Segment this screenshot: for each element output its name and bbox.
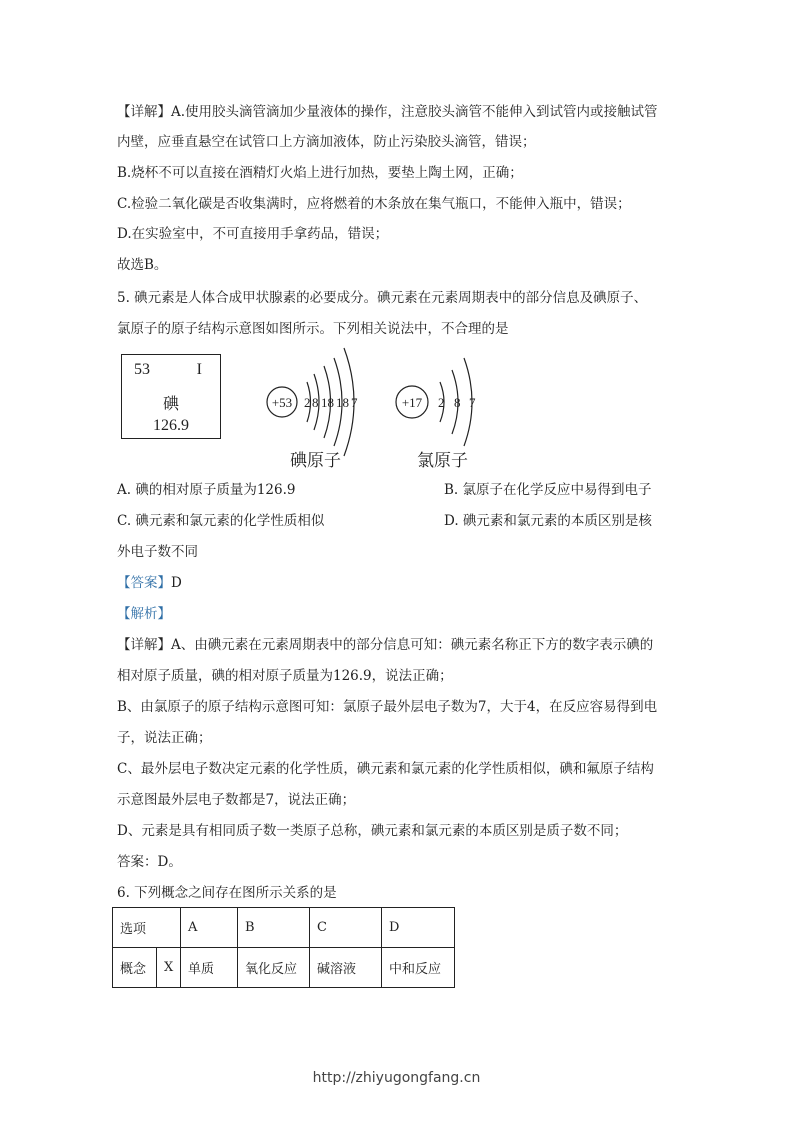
table-cell: C: [310, 908, 382, 948]
table-cell: 碱溶液: [310, 948, 382, 988]
option-b: B. 氯原子在化学反应中易得到电子: [444, 482, 652, 498]
analysis-line: 子，说法正确；: [117, 730, 212, 746]
option-c: C. 碘元素和氯元素的化学性质相似: [117, 513, 325, 529]
table-cell: 概念: [113, 948, 157, 988]
analysis-label: 【解析】: [117, 606, 171, 622]
text-line: 内壁，应垂直悬空在试管口上方滴加液体，防止污染胶头滴管，错误；: [117, 134, 536, 150]
analysis-line: 【详解】A、由碘元素在元素周期表中的部分信息可知：碘元素名称正下方的数字表示碘的: [117, 637, 654, 653]
chlorine-shell-1: 2: [438, 395, 445, 410]
question-5-line: 5. 碘元素是人体合成甲状腺素的必要成分。碘元素在元素周期表中的部分信息及碘原子、: [117, 290, 648, 306]
analysis-line: B、由氯原子的原子结构示意图可知：氯原子最外层电子数为7，大于4，在反应容易得到电: [117, 699, 658, 715]
table-row: [113, 948, 455, 988]
iodine-shell-3: 18: [321, 395, 334, 410]
iodine-shell-4: 18: [336, 395, 349, 410]
option-d: D. 碘元素和氯元素的本质区别是核: [444, 513, 652, 529]
concept-table: [112, 907, 455, 988]
analysis-line: 答案：D。: [117, 854, 182, 870]
text-line: C.检验二氧化碳是否收集满时，应将燃着的木条放在集气瓶口，不能伸入瓶中，错误；: [117, 196, 631, 212]
option-d-continued: 外电子数不同: [117, 544, 198, 560]
element-symbol: I: [196, 361, 202, 378]
chlorine-nucleus: +17: [401, 395, 423, 410]
answer-line: [117, 571, 182, 591]
analysis-line: 相对原子质量，碘的相对原子质量为126.9，说法正确；: [117, 668, 453, 684]
chlorine-diagram: [396, 358, 476, 471]
table-cell: A: [181, 908, 238, 948]
atomic-structure-diagrams: [262, 342, 502, 472]
analysis-line: C、最外层电子数决定元素的化学性质，碘元素和氯元素的化学性质相似，碘和氟原子结构: [117, 761, 654, 777]
element-name: 碘: [162, 396, 179, 413]
answer-label: 【答案】: [117, 575, 171, 591]
table-cell: X: [157, 948, 181, 988]
table-cell: 中和反应: [382, 948, 455, 988]
element-cell: [121, 354, 221, 439]
answer-value: D: [171, 575, 182, 591]
text-line: 【详解】A.使用胶头滴管滴加少量液体的操作，注意胶头滴管不能伸入到试管内或接触试管: [117, 104, 658, 120]
table-cell: B: [238, 908, 310, 948]
iodine-shell-5: 7: [351, 395, 358, 410]
footer-url: http://zhiyugongfang.cn: [312, 1070, 481, 1086]
atomic-number: 53: [134, 361, 150, 378]
table-cell: 单质: [181, 948, 238, 988]
text-line: B.烧杯不可以直接在酒精灯火焰上进行加热，要垫上陶土网，正确；: [117, 165, 523, 181]
iodine-shell-1: 2: [304, 395, 311, 410]
iodine-caption: 碘原子: [290, 451, 341, 471]
chlorine-shell-2: 8: [454, 395, 461, 410]
iodine-nucleus: +53: [271, 395, 293, 410]
table-row: [113, 908, 455, 948]
chlorine-caption: 氯原子: [417, 451, 468, 471]
iodine-shell-2: 8: [312, 395, 319, 410]
iodine-diagram: [267, 348, 358, 471]
table-cell: 选项: [113, 908, 181, 948]
analysis-line: D、元素是具有相同质子数一类原子总称，碘元素和氯元素的本质区别是质子数不同；: [117, 823, 628, 839]
table-cell: 氧化反应: [238, 948, 310, 988]
question-6-line: 6. 下列概念之间存在图所示关系的是: [117, 885, 337, 901]
atomic-mass: 126.9: [153, 417, 189, 434]
option-a: A. 碘的相对原子质量为126.9: [117, 482, 296, 498]
question-5-line: 氯原子的原子结构示意图如图所示。下列相关说法中，不合理的是: [117, 321, 509, 337]
chlorine-shell-3: 7: [469, 395, 476, 410]
table-cell: D: [382, 908, 455, 948]
text-line: 故选B。: [117, 257, 168, 273]
analysis-line: 示意图最外层电子数都是7，说法正确；: [117, 792, 356, 808]
text-line: D.在实验室中，不可直接用手拿药品，错误；: [117, 226, 389, 242]
